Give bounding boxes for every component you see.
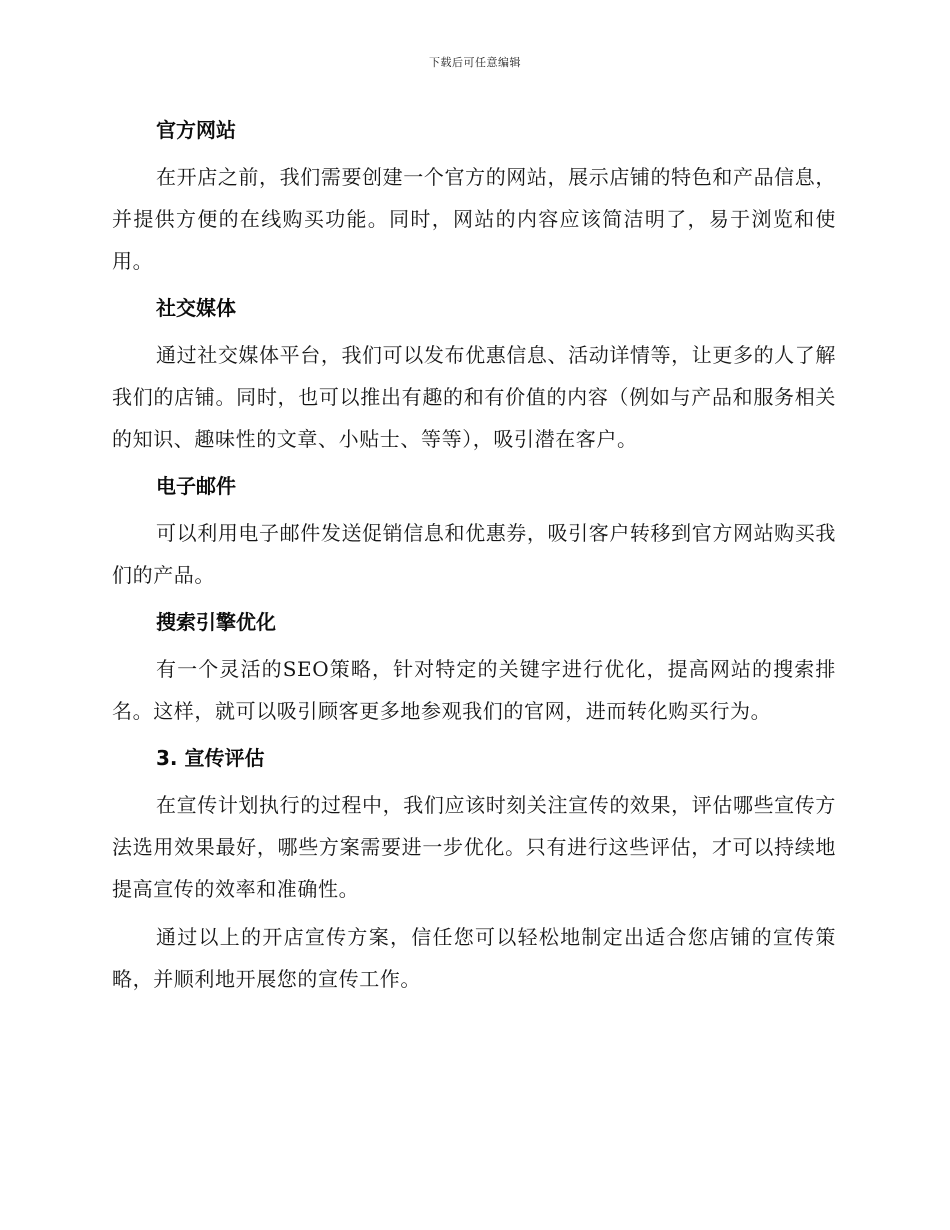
- section-paragraph: 通过社交媒体平台，我们可以发布优惠信息、活动详情等，让更多的人了解我们的店铺。同时，也可以推出有趣的和有价值的内容（例如与产品和服务相关的知识、趣味性的文章、小贴士、等等），吸引潜在客户。: [112, 343, 836, 451]
- section-heading: 3. 宣传评估: [156, 746, 265, 770]
- section-paragraph: 可以利用电子邮件发送促销信息和优惠券，吸引客户转移到官方网站购买我们的产品。: [112, 521, 836, 587]
- section-paragraph: 有一个灵活的SEO策略，针对特定的关键字进行优化，提高网站的搜索排名。这样，就可以吸引顾客更多地参观我们的官网，进而转化购买行为。: [112, 657, 836, 723]
- section-email: [112, 466, 836, 596]
- closing-paragraph: 通过以上的开店宣传方案，信任您可以轻松地制定出适合您店铺的宣传策略，并顺利地开展您的宣传工作。: [112, 925, 836, 991]
- section-evaluation: [112, 738, 836, 910]
- section-heading: 搜索引擎优化: [156, 610, 276, 634]
- section-heading: 电子邮件: [156, 474, 236, 498]
- section-social-media: [112, 288, 836, 460]
- header-note: 下载后可任意编辑: [429, 56, 521, 69]
- section-heading: 官方网站: [156, 118, 236, 142]
- document-body: [112, 110, 836, 1006]
- section-heading: 社交媒体: [156, 296, 236, 320]
- section-paragraph: 在宣传计划执行的过程中，我们应该时刻关注宣传的效果，评估哪些宣传方法选用效果最好，哪些方案需要进一步优化。只有进行这些评估，才可以持续地提高宣传的效率和准确性。: [112, 793, 836, 901]
- section-paragraph: 在开店之前，我们需要创建一个官方的网站，展示店铺的特色和产品信息，并提供方便的在线购买功能。同时，网站的内容应该简洁明了，易于浏览和使用。: [112, 165, 836, 273]
- section-seo: [112, 602, 836, 732]
- section-official-website: [112, 110, 836, 282]
